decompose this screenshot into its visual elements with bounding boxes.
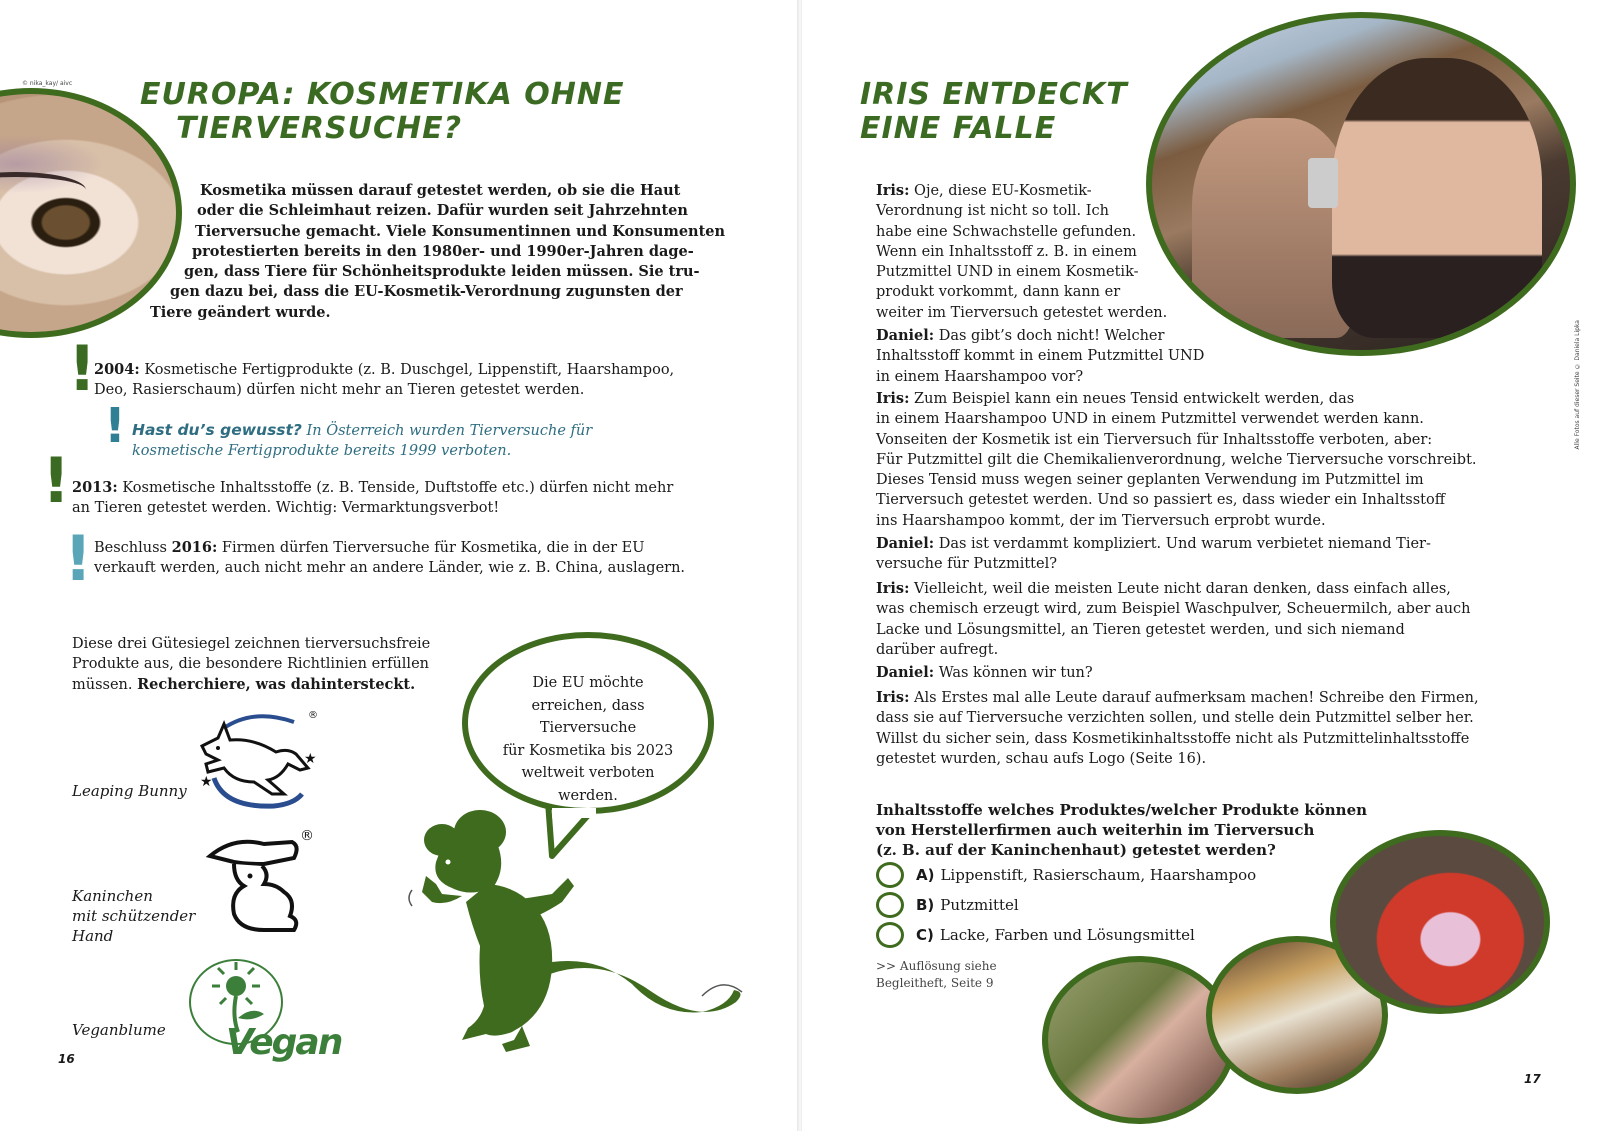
registered-mark: ® <box>308 710 318 721</box>
side-photo-credit: Alle Fotos auf dieser Seite © Daniela Lipka <box>1574 320 1581 450</box>
fact-2016: Beschluss 2016: Firmen dürfen Tierversuche für Kosmetika, die in der EU verkauft werden, auch nicht mehr an andere Länder, wie z. B. China, auslagern. <box>94 539 686 576</box>
seal-label-bunny-hand: Kaninchen mit schützender Hand <box>72 887 196 945</box>
radio-button[interactable] <box>876 922 904 948</box>
fact-2013: 2013: Kosmetische Inhaltsstoffe (z. B. Tenside, Duftstoffe etc.) dürfen nicht mehr an Tieren getestet werden. Wichtig: Vermarktungsverbot! <box>72 479 674 516</box>
page-title-right: IRIS ENTDECKT EINE FALLE <box>860 77 1128 146</box>
seal-label-veganblume: Veganblume <box>72 1021 166 1039</box>
dialogue-block-6: Daniel: Was können wir tun? <box>876 664 1093 681</box>
radio-button[interactable] <box>876 862 904 888</box>
page-title-left: EUROPA: KOSMETIKA OHNE TIERVERSUCHE? <box>140 77 625 146</box>
mouse-illustration <box>402 806 752 1066</box>
cleaning-bucket-photo <box>1330 830 1550 1014</box>
seals-intro: Diese drei Gütesiegel zeichnen tierversuchsfreie Produkte aus, die besondere Richtlinien erfüllen müssen. Recherchiere, was dahintersteckt. <box>72 636 431 693</box>
exclamation-icon: ! <box>64 522 93 595</box>
dialogue-block-7: Iris: Als Erstes mal alle Leute darauf aufmerksam machen! Schreibe den Firmen, dass sie auf Tierversuche verzichten sollen, und stelle dein Putzmittel selber her. Willst du sicher sein, dass Kosmetikinhaltsstoffe nicht als Putzmittelinhaltsstoffe getestet wurden, schau aufs Logo (Seite 16). <box>876 689 1479 767</box>
lipstick-photo <box>1042 956 1236 1124</box>
dialogue-block-1: Iris: Oje, diese EU-Kosmetik- Verordnung ist nicht so toll. Ich habe eine Schwachstelle gefunden. Wenn ein Inhaltsstoff z. B. in einem Putzmittel UND in einem Kosmetik- produkt vorkommt, dann kann er weiter im Tierversuch getestet werden. <box>876 182 1168 321</box>
radio-button[interactable] <box>876 892 904 918</box>
leaping-bunny-icon <box>184 708 328 812</box>
intro-paragraph: Kosmetika müssen darauf getestet werden, ob sie die Haut oder die Schleimhaut reizen. Dafür wurden seit Jahrzehnten Tierversuche gemacht. Viele Konsumentinnen und Konsumenten protestierten bereits in den 1980er- und 1990er-Jahren dage- gen, dass Tiere für Schönheitsprodukte leiden müssen. Sie tru- gen dazu bei, dass die EU-Kosmetik-Verordnung zugunsten der Tiere geändert wurde. <box>150 182 726 321</box>
exclamation-icon: ! <box>104 398 126 454</box>
exclamation-icon: ! <box>42 444 71 517</box>
photo-credit: © nika_kay/ aivc <box>22 80 73 87</box>
seal-label-leaping-bunny: Leaping Bunny <box>72 782 187 800</box>
bunny-hand-icon <box>204 834 308 938</box>
registered-mark: ® <box>300 828 314 844</box>
dialogue-block-2: Daniel: Das gibt’s doch nicht! Welcher Inhaltsstoff kommt in einem Putzmittel UND in einem Haarshampoo vor? <box>876 327 1205 385</box>
quiz-question: Inhaltsstoffe welches Produktes/welcher Produkte können von Herstellerfirmen auch weiterhin im Tierversuch (z. B. auf der Kaninchenhaut) getestet werden? <box>876 801 1368 859</box>
svg-text:★: ★ <box>200 774 213 790</box>
vegan-logo-text: Vegan <box>226 1022 342 1063</box>
svg-text:★: ★ <box>304 751 317 767</box>
quiz-option-c[interactable]: C) Lacke, Farben und Lösungsmittel <box>876 922 1195 948</box>
dialogue-block-3: Iris: Zum Beispiel kann ein neues Tensid entwickelt werden, das in einem Haarshampoo UND in einem Putzmittel verwendet werden kann. Vonseiten der Kosmetik ist ein Tierversuch für Inhaltsstoffe verboten, aber: Für Putzmittel gilt die Chemikalienverordnung, welche Tierversuche vorschreibt. Dieses Tensid muss wegen seiner geplanten Verwendung im Putzmittel im Tierversuch getestet werden. Und so passiert es, dass wieder ein Inhaltsstoff ins Haarshampoo kommt, der im Tierversuch erprobt wurde. <box>876 390 1477 529</box>
dialogue-block-4: Daniel: Das ist verdammt kompliziert. Und warum verbietet niemand Tier- versuche für Putzmittel? <box>876 535 1431 573</box>
dialogue-block-5: Iris: Vielleicht, weil die meisten Leute nicht daran denken, dass einfach alles, was chemisch erzeugt wird, zum Beispiel Waschpulver, Scheuermilch, aber auch Lacke und Lösungsmittel, an Tieren getestet werden, und sich niemand darüber aufregt. <box>876 580 1471 658</box>
quiz-option-a[interactable]: A) Lippenstift, Rasierschaum, Haarshampoo <box>876 862 1256 888</box>
page-number: 16 <box>58 1052 75 1066</box>
left-page <box>0 0 798 1131</box>
speech-bubble-text: Die EU möchte erreichen, dass Tierversuche für Kosmetika bis 2023 weltweit verboten werden. <box>502 675 674 804</box>
page-number: 17 <box>1524 1072 1541 1086</box>
fact-2004: 2004: Kosmetische Fertigprodukte (z. B. Duschgel, Lippenstift, Haarshampoo, Deo, Rasierschaum) dürfen nicht mehr an Tieren getestet werden. <box>94 361 675 398</box>
solution-note: >> Auflösung siehe Begleitheft, Seite 9 <box>876 959 997 990</box>
quiz-option-b[interactable]: B) Putzmittel <box>876 892 1019 918</box>
exclamation-icon: ! <box>68 332 97 405</box>
did-you-know-box: Hast du’s gewusst? In Österreich wurden Tierversuche für kosmetische Fertigprodukte bereits 1999 verboten. <box>132 421 593 459</box>
